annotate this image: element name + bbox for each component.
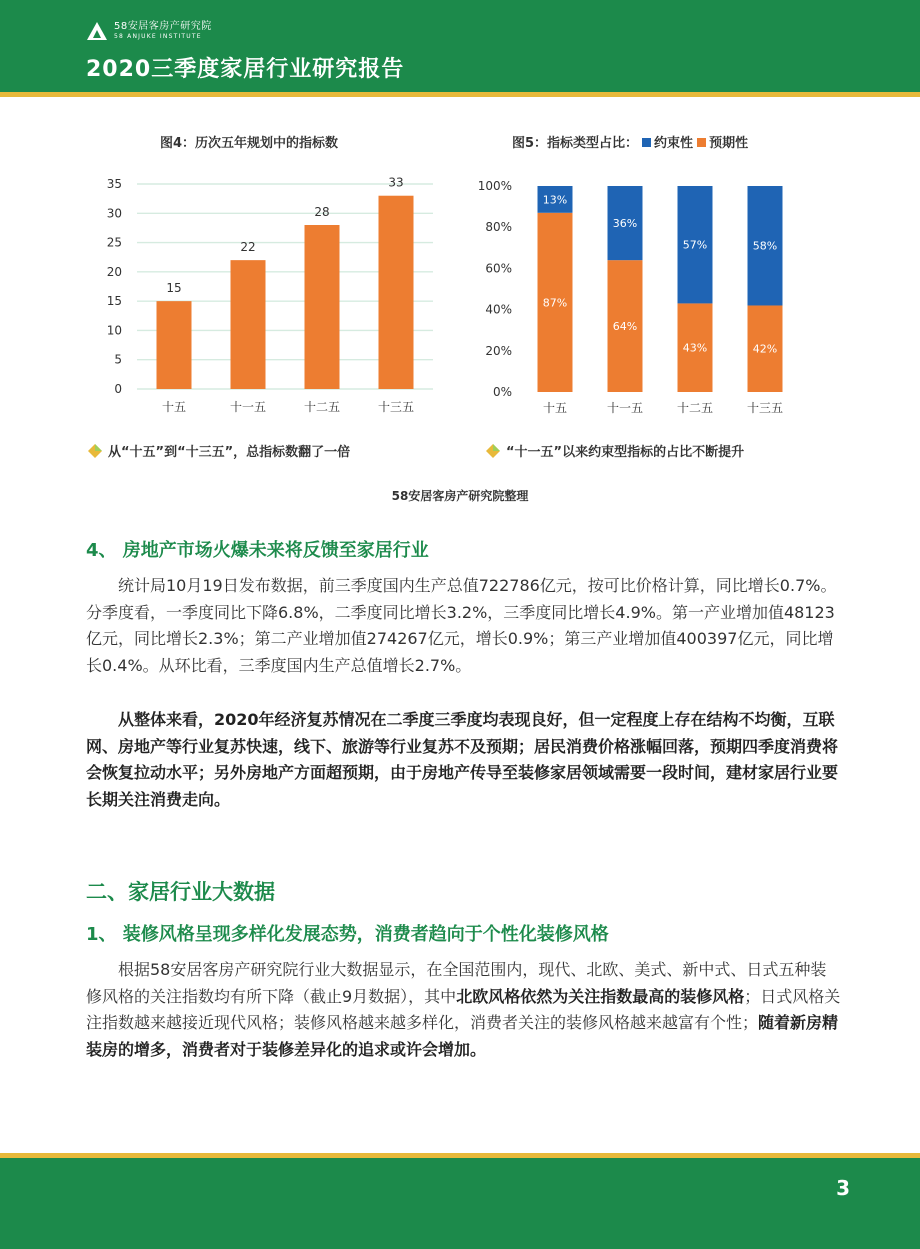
chart4-y-tick-label: 20 — [106, 264, 122, 279]
chart5-y-tick-label: 80% — [485, 220, 512, 235]
chart4-data-label: 33 — [388, 175, 404, 190]
chart4-title: 图4：历次五年规划中的指标数 — [160, 136, 339, 151]
header-accent-stripe — [0, 92, 920, 97]
para-highlight-d: 随着新房精装房的增多，消费者对于装修差异化的追求或许会增加。 — [86, 1013, 839, 1059]
chart5-y-tick-label: 0% — [492, 385, 512, 399]
subsection1-paragraph — [86, 957, 842, 1063]
legend-expected-swatch — [697, 138, 706, 147]
logo-name-en: 58 ANJUKE INSTITUTE — [114, 33, 202, 40]
chart5-y-tick-label: 20% — [485, 343, 512, 358]
chart4-x-tick-label: 十三五 — [377, 400, 415, 414]
chart4-x-tick-label: 十一五 — [229, 400, 267, 414]
document-title: 2020三季度家居行业研究报告 — [86, 57, 405, 82]
section4-paragraph-2: 从整体来看，2020年经济复苏情况在二季度三季度均表现良好，但一定程度上存在结构不均衡，互联网、房地产等行业复苏快速，线下、旅游等行业复苏不及预期；居民消费价格涨幅回落，预期四季度消费将会恢复拉动水平；另外房地产方面超预期，由于房地产传导至装修家居领域需要一段时间，建材家居行业要长期关注消费走向。 — [86, 710, 839, 809]
chart4-bar — [231, 260, 266, 389]
chart4-note — [88, 441, 350, 460]
chart5-data-label-constraint: 13% — [542, 193, 568, 207]
chart4-data-label: 28 — [314, 205, 330, 219]
chart5-y-tick-label: 100% — [477, 179, 512, 193]
para-text-c: ；日式风格关注指数越来越接近现代风格；装修风格越来越多样化，消费者关注的装修风格越来越富有个性； — [86, 986, 841, 1032]
chart5-data-label-expected: 43% — [682, 341, 708, 355]
chart5-x-tick-label: 十一五 — [606, 401, 644, 415]
chart5-x-tick-label: 十五 — [542, 401, 568, 415]
chart5-x-tick-label: 十三五 — [746, 401, 784, 415]
section2-heading: 二、家居行业大数据 — [86, 880, 275, 904]
legend-expected-label: 预期性 — [709, 136, 749, 151]
section4-paragraph-1: 统计局10月19日发布数据，前三季度国内生产总值722786亿元，按可比价格计算，同比增长0.7%。分季度看，一季度同比下降6.8%，二季度同比增长3.2%，三季度同比增长4.9%。第一产业增加值48123亿元，同比增长2.3%；第二产业增加值274267亿元，增长0.9%；第三产业增加值400397亿元，同比增长0.4%。从环比看，三季度国内生产总值增长2.7%。 — [86, 576, 837, 675]
chart5-data-label-constraint: 58% — [752, 239, 778, 253]
chart5-y-tick-label: 40% — [485, 302, 512, 317]
chart4-y-tick-label: 15 — [106, 294, 122, 309]
chart5-data-label-expected: 87% — [542, 296, 568, 310]
para-text-a: 根据58安居客房产研究院行业大数据显示，在全国范围内，现代、北欧、美式、新中式、日式五种装修风格的关注指数均有所下降（截止9月数据），其中 — [86, 960, 827, 1006]
chart4-y-tick-label: 0 — [114, 382, 122, 396]
chart4-bar-chart — [95, 170, 440, 420]
chart5-x-tick-label: 十二五 — [676, 401, 714, 415]
chart5-stacked-bar-chart — [465, 170, 805, 420]
chart4-bar — [379, 196, 414, 389]
section4-heading: 4、 房地产市场火爆未来将反馈至家居行业 — [86, 540, 429, 561]
footer-accent-stripe — [0, 1153, 920, 1158]
chart5-note — [486, 441, 744, 460]
chart5-data-label-expected: 42% — [752, 342, 778, 356]
chart4-x-tick-label: 十二五 — [303, 400, 341, 414]
chart5-data-label-constraint: 36% — [612, 217, 638, 231]
subsection1-heading: 1、 装修风格呈现多样化发展态势，消费者趋向于个性化装修风格 — [86, 924, 609, 945]
page-header — [0, 0, 920, 92]
chart4-y-tick-label: 35 — [106, 177, 122, 191]
chart4-y-tick-label: 5 — [114, 352, 122, 367]
page-number: 3 — [836, 1176, 850, 1200]
legend-constraint-label: 约束性 — [654, 136, 694, 151]
chart4-y-tick-label: 30 — [106, 206, 122, 221]
chart4-data-label: 15 — [166, 281, 182, 296]
page-footer — [0, 1153, 920, 1249]
chart5-data-label-constraint: 57% — [682, 238, 708, 252]
source-credit: 58安居客房产研究院整理 — [391, 489, 529, 503]
logo — [86, 20, 212, 42]
chart4-data-label: 22 — [240, 240, 256, 255]
chart5-data-label-expected: 64% — [612, 320, 638, 334]
chart5-title-text: 图5：指标类型占比： — [512, 136, 639, 151]
logo-name-cn: 58安居客房产研究院 — [114, 21, 212, 32]
logo-mark-icon — [86, 20, 108, 42]
chart5-note-text: “十一五”以来约束型指标的占比不断提升 — [506, 445, 745, 460]
chart5-y-tick-label: 60% — [485, 261, 512, 276]
chart4-x-tick-label: 十五 — [161, 400, 187, 414]
chart4-bar — [157, 301, 192, 389]
chart4-y-tick-label: 25 — [106, 235, 122, 250]
chart4-bar — [305, 225, 340, 389]
legend-constraint-swatch — [642, 138, 651, 147]
para-highlight-b: 北欧风格依然为关注指数最高的装修风格 — [456, 986, 745, 1006]
diamond-bullet-icon — [88, 444, 102, 458]
chart5-title — [512, 132, 748, 151]
chart4-y-tick-label: 10 — [106, 323, 122, 338]
diamond-bullet-icon — [486, 444, 500, 458]
chart4-note-text: 从“十五”到“十三五”，总指标数翻了一倍 — [108, 445, 351, 460]
